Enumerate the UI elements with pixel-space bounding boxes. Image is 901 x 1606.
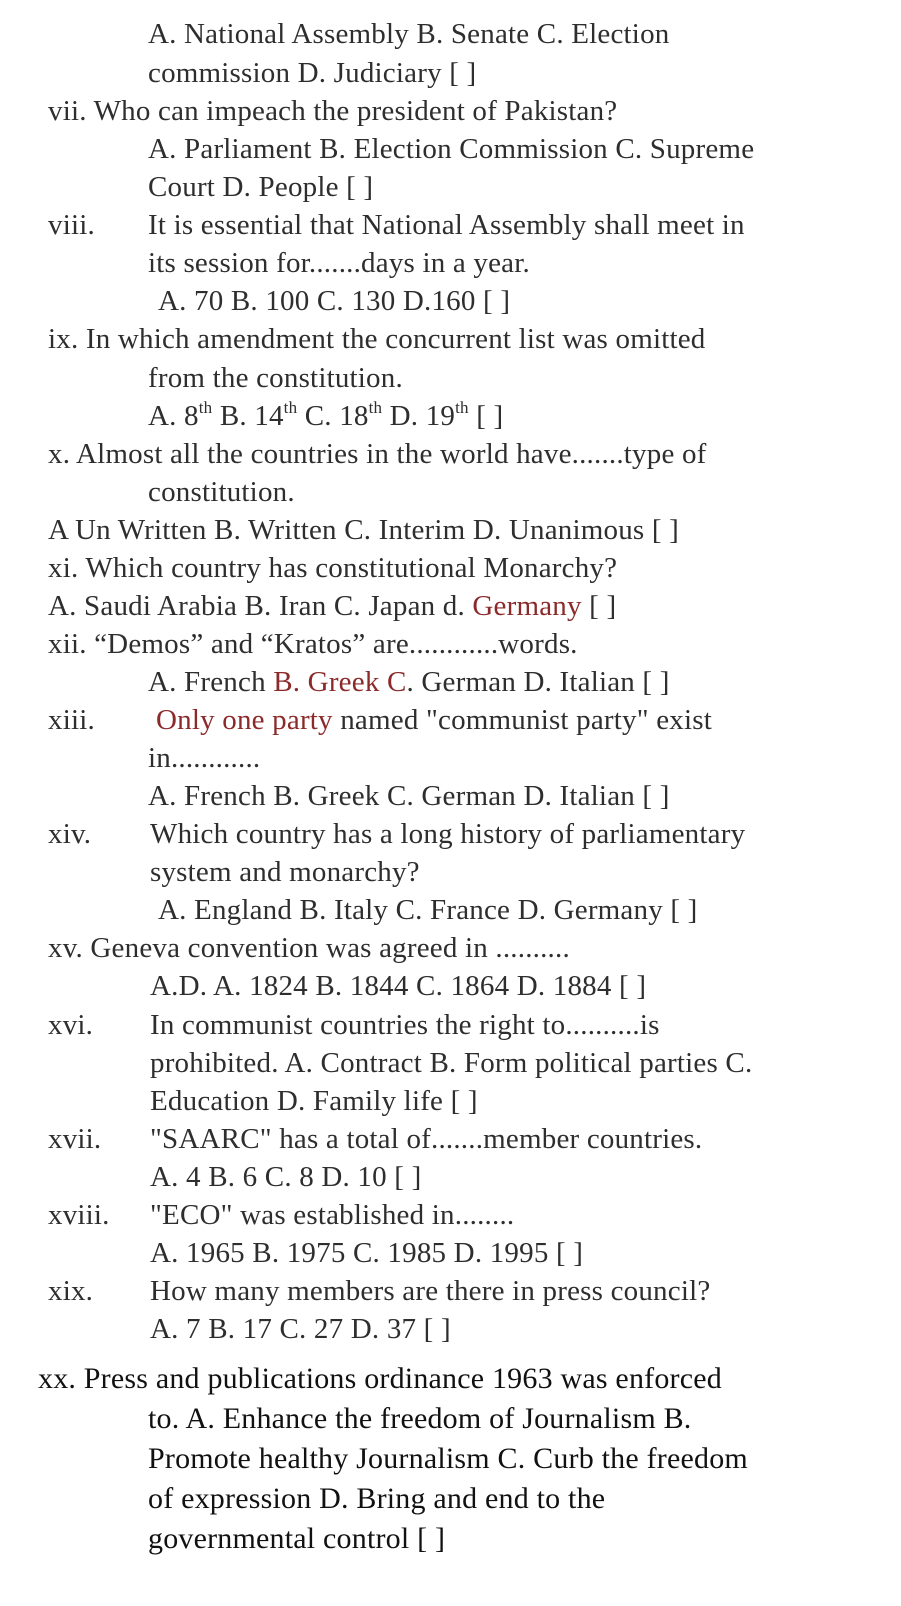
q15-options: A.D. A. 1824 B. 1844 C. 1864 D. 1884 [ ] [150,970,647,1002]
q15-question: xv. Geneva convention was agreed in .......... [48,932,570,964]
q12-option-b: B. Greek C [273,666,407,698]
q9-option-c: C. 18 [297,400,369,432]
q8-question-line-1: It is essential that National Assembly shall meet in [148,209,745,241]
q16-question-line-1: In communist countries the right to..........is [150,1009,660,1041]
q9-option-d-sup: th [455,398,469,417]
q16-number: xvi. [48,1009,94,1041]
q18-options: A. 1965 B. 1975 C. 1985 D. 1995 [ ] [150,1237,584,1269]
q7-options-line-1: A. Parliament B. Election Commission C. Supreme [148,133,755,165]
q9-question-line-2: from the constitution. [148,362,403,394]
q10-question-line-2: constitution. [148,476,295,508]
q6-options-line-2: commission D. Judiciary [ ] [148,57,477,89]
q11-option-d: Germany [472,590,582,622]
q17-number: xvii. [48,1123,102,1155]
q17-question: "SAARC" has a total of.......member countries. [150,1123,703,1155]
q9-options [148,398,504,432]
q13-options: A. French B. Greek C. German D. Italian [ ] [148,780,670,812]
q11-options [48,592,616,621]
q14-question-line-2: system and monarchy? [150,856,420,888]
q8-number: viii. [48,209,95,241]
q10-options: A Un Written B. Written C. Interim D. Unanimous [ ] [48,514,680,546]
q12-options [148,668,670,697]
q18-question: "ECO" was established in........ [150,1199,515,1231]
q20-question-line-5: governmental control [ ] [148,1522,446,1555]
q17-options: A. 4 B. 6 C. 8 D. 10 [ ] [150,1161,422,1193]
q13-question-line-1 [156,706,712,735]
q8-options: A. 70 B. 100 C. 130 D.160 [ ] [158,285,511,317]
q9-option-a: A. 8 [148,400,199,432]
q9-option-a-sup: th [198,398,213,417]
q14-question-line-1: Which country has a long history of parliamentary [150,818,746,850]
q16-question-line-2: prohibited. A. Contract B. Form political parties C. [150,1047,753,1079]
q19-number: xix. [48,1275,94,1307]
q12-option-a: A. French [148,666,274,698]
q11-answer-bracket: [ ] [581,590,617,622]
q8-question-line-2: its session for.......days in a year. [148,247,530,279]
q9-option-b-sup: th [283,398,298,417]
q13-question-line-2: in............ [148,742,261,774]
q19-question: How many members are there in press council? [150,1275,711,1307]
q9-option-c-sup: th [368,398,383,417]
q20-question-line-4: of expression D. Bring and end to the [148,1482,606,1515]
q11-question: xi. Which country has constitutional Monarchy? [48,552,618,584]
q20-question-line-2: to. A. Enhance the freedom of Journalism B. [148,1402,692,1435]
q10-question-line-1: x. Almost all the countries in the world have.......type of [48,438,707,470]
q9-answer-bracket: [ ] [468,400,504,432]
q11-options-text: A. Saudi Arabia B. Iran C. Japan d. [48,590,473,622]
q20-question-line-3: Promote healthy Journalism C. Curb the freedom [148,1442,748,1475]
q6-options-line-1: A. National Assembly B. Senate C. Election [148,18,670,50]
q9-question-line-1: ix. In which amendment the concurrent list was omitted [48,323,706,355]
q12-options-rest: . German D. Italian [ ] [406,666,670,698]
q9-option-d: D. 19 [382,400,456,432]
q16-question-line-3: Education D. Family life [ ] [150,1085,478,1117]
q13-number: xiii. [48,704,95,736]
q19-options: A. 7 B. 17 C. 27 D. 37 [ ] [150,1313,451,1345]
q20-question-line-1: xx. Press and publications ordinance 1963 was enforced [38,1362,722,1395]
q7-question: vii. Who can impeach the president of Pakistan? [48,95,618,127]
q12-question: xii. “Demos” and “Kratos” are............words. [48,628,578,660]
q13-highlight: Only one party [156,704,333,736]
q9-option-b: B. 14 [212,400,284,432]
q18-number: xviii. [48,1199,110,1231]
q13-question-rest: named "communist party" exist [332,704,712,736]
q14-number: xiv. [48,818,92,850]
q7-options-line-2: Court D. People [ ] [148,171,374,203]
q14-options: A. England B. Italy C. France D. Germany [ ] [158,894,698,926]
